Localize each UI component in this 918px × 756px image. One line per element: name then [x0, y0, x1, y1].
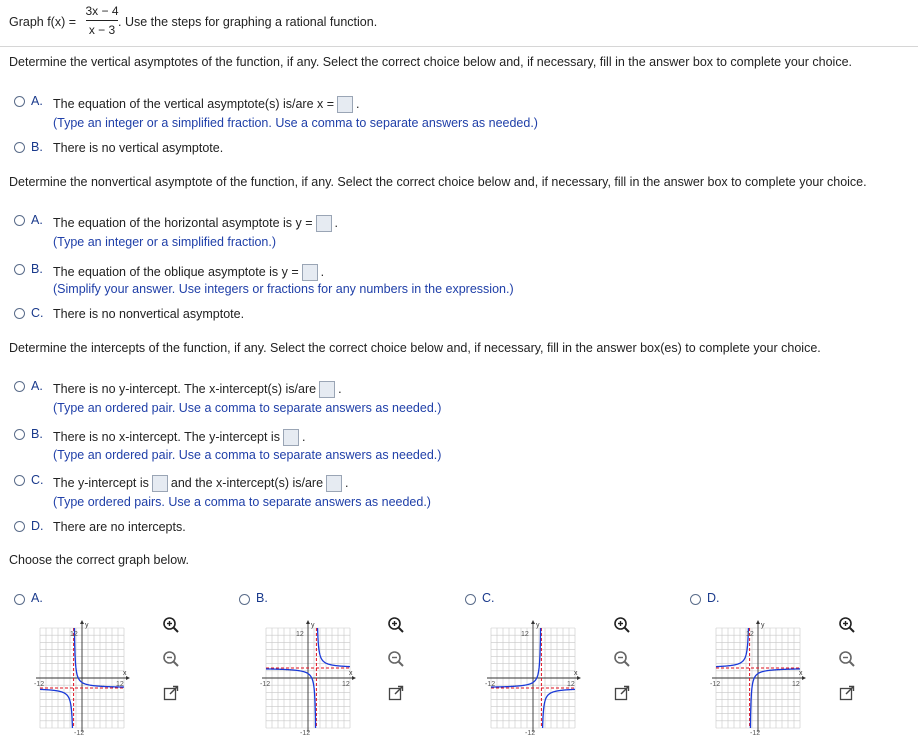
q1-b-text: There is no vertical asymptote. [53, 141, 224, 155]
q3-option-a [53, 381, 342, 398]
q3-b-end: . [301, 429, 306, 444]
fraction-bar [86, 20, 118, 21]
q2-c-text: There is no nonvertical asymptote. [53, 307, 245, 321]
curve-branch [266, 669, 316, 736]
q1-prompt: Determine the vertical asymptotes of the function, if any. Select the correct choice below and, if necessary, fill in the answer box to complete your choice. [9, 55, 853, 69]
tick-label-y-bottom: -12 [74, 730, 85, 736]
q1-radio-b[interactable] [14, 142, 25, 153]
q4-radio-b[interactable] [239, 594, 250, 605]
q4-radio-a[interactable] [14, 594, 25, 605]
q2-b-text: The equation of the oblique asymptote is y = [53, 264, 299, 279]
tick-label-y-top: 12 [746, 631, 754, 638]
q2-a-hint: (Type an integer or a simplified fraction.) [53, 235, 277, 249]
q4-radio-c[interactable] [465, 594, 476, 605]
q4-letter-a: A. [31, 591, 43, 605]
q2-a-answer-box[interactable] [316, 215, 332, 232]
curve-branch [317, 612, 350, 667]
popout-icon[interactable] [838, 684, 856, 702]
zoom-in-icon[interactable] [838, 616, 856, 634]
zoom-out-icon[interactable] [387, 650, 405, 668]
y-axis-arrow [756, 620, 760, 624]
q2-prompt: Determine the nonvertical asymptote of the function, if any. Select the correct choice below and, if necessary, fill in the answer box to complete your choice. [9, 175, 867, 189]
problem-prefix: Graph f(x) = [9, 15, 77, 29]
tick-label-x-right: 12 [116, 681, 124, 688]
zoom-out-icon[interactable] [838, 650, 856, 668]
q1-a-answer-box[interactable] [337, 96, 353, 113]
y-axis-label: y [761, 622, 765, 629]
tick-label-y-bottom: -12 [750, 730, 761, 736]
tick-label-y-top: 12 [521, 631, 529, 638]
fraction-numerator: 3x − 4 [85, 4, 119, 18]
tick-label-x-left: -12 [34, 681, 45, 688]
q2-letter-c: C. [31, 306, 44, 320]
q2-radio-b[interactable] [14, 264, 25, 275]
q3-b-text: There is no x-intercept. The y-intercept is [53, 429, 280, 444]
x-axis-label: x [799, 670, 803, 677]
zoom-out-icon[interactable] [162, 650, 180, 668]
q1-letter-b: B. [31, 140, 43, 154]
q1-a-end: . [356, 96, 360, 111]
q3-letter-c: C. [31, 473, 44, 487]
zoom-in-icon[interactable] [162, 616, 180, 634]
q3-c-end: . [345, 475, 349, 490]
q1-a-text: The equation of the vertical asymptote(s) is/are x = [53, 96, 335, 111]
curve-branch [542, 689, 575, 736]
curve-branch [40, 689, 73, 736]
y-axis-arrow [306, 620, 310, 624]
x-axis-arrow [352, 676, 356, 680]
q3-a-end: . [338, 381, 342, 396]
q3-radio-a[interactable] [14, 381, 25, 392]
graph-d [708, 612, 808, 736]
q3-letter-d: D. [31, 519, 44, 533]
header-divider [0, 46, 918, 47]
q2-letter-b: B. [31, 262, 43, 276]
q3-c-text2: and the x-intercept(s) is/are [170, 475, 324, 490]
q3-radio-c[interactable] [14, 475, 25, 486]
q2-b-end: . [320, 264, 325, 279]
y-axis-label: y [536, 622, 540, 629]
q3-radio-b[interactable] [14, 429, 25, 440]
x-axis-label: x [349, 670, 353, 677]
q2-b-answer-box[interactable] [302, 264, 318, 281]
q3-d-text: There are no intercepts. [53, 520, 186, 534]
q2-letter-a: A. [31, 213, 43, 227]
x-axis-arrow [802, 676, 806, 680]
q2-a-text: The equation of the horizontal asymptote is y = [53, 215, 313, 230]
graph-b [258, 612, 358, 736]
q1-a-hint: (Type an integer or a simplified fraction. Use a comma to separate answers as needed.) [53, 116, 538, 130]
q1-letter-a: A. [31, 94, 43, 108]
tick-label-x-right: 12 [792, 681, 800, 688]
q3-letter-a: A. [31, 379, 43, 393]
tick-label-x-left: -12 [485, 681, 496, 688]
q2-option-b [53, 264, 324, 281]
q2-b-hint: (Simplify your answer. Use integers or fractions for any numbers in the expression.) [53, 282, 514, 296]
tick-label-x-right: 12 [567, 681, 575, 688]
q3-c-answer-box-1[interactable] [152, 475, 168, 492]
q3-a-text: There is no y-intercept. The x-intercept(s) is/are [53, 381, 317, 396]
q2-a-end: . [334, 215, 339, 230]
q4-letter-c: C. [482, 591, 495, 605]
q2-option-a [53, 215, 338, 232]
problem-suffix: . Use the steps for graphing a rational function. [118, 15, 378, 29]
tick-label-x-left: -12 [710, 681, 721, 688]
curve-branch [750, 669, 800, 736]
y-axis-arrow [80, 620, 84, 624]
graph-c [483, 612, 583, 736]
fraction-denominator: x − 3 [88, 23, 116, 37]
popout-icon[interactable] [387, 684, 405, 702]
tick-label-y-top: 12 [70, 631, 78, 638]
q3-option-c [53, 475, 349, 492]
y-axis-label: y [311, 622, 315, 629]
x-axis-arrow [126, 676, 130, 680]
q1-option-a [53, 96, 360, 113]
q3-b-hint: (Type an ordered pair. Use a comma to separate answers as needed.) [53, 448, 442, 462]
q3-prompt: Determine the intercepts of the function, if any. Select the correct choice below and, if necessary, fill in the answer box(es) to complete your choice. [9, 341, 821, 355]
q3-c-text1: The y-intercept is [53, 475, 149, 490]
tick-label-x-right: 12 [342, 681, 350, 688]
x-axis-label: x [123, 670, 127, 677]
y-axis-label: y [85, 622, 89, 629]
tick-label-y-top: 12 [296, 631, 304, 638]
q2-radio-c[interactable] [14, 308, 25, 319]
zoom-in-icon[interactable] [387, 616, 405, 634]
tick-label-y-bottom: -12 [525, 730, 536, 736]
x-axis-arrow [577, 676, 581, 680]
tick-label-y-bottom: -12 [300, 730, 311, 736]
q4-letter-d: D. [707, 591, 720, 605]
q4-prompt: Choose the correct graph below. [9, 553, 189, 567]
y-axis-arrow [531, 620, 535, 624]
q3-b-answer-box[interactable] [283, 429, 299, 446]
q3-a-answer-box[interactable] [319, 381, 335, 398]
q1-radio-a[interactable] [14, 96, 25, 107]
q2-radio-a[interactable] [14, 215, 25, 226]
q3-c-answer-box-2[interactable] [326, 475, 342, 492]
x-axis-label: x [574, 670, 578, 677]
graph-a [32, 612, 132, 736]
q3-radio-d[interactable] [14, 521, 25, 532]
q4-radio-d[interactable] [690, 594, 701, 605]
tick-label-x-left: -12 [260, 681, 271, 688]
q4-letter-b: B. [256, 591, 268, 605]
zoom-in-icon[interactable] [613, 616, 631, 634]
q3-c-hint: (Type ordered pairs. Use a comma to separate answers as needed.) [53, 495, 431, 509]
popout-icon[interactable] [162, 684, 180, 702]
popout-icon[interactable] [613, 684, 631, 702]
zoom-out-icon[interactable] [613, 650, 631, 668]
curve-branch [716, 612, 749, 667]
q3-option-b [53, 429, 305, 446]
q3-letter-b: B. [31, 427, 43, 441]
q3-a-hint: (Type an ordered pair. Use a comma to separate answers as needed.) [53, 401, 442, 415]
